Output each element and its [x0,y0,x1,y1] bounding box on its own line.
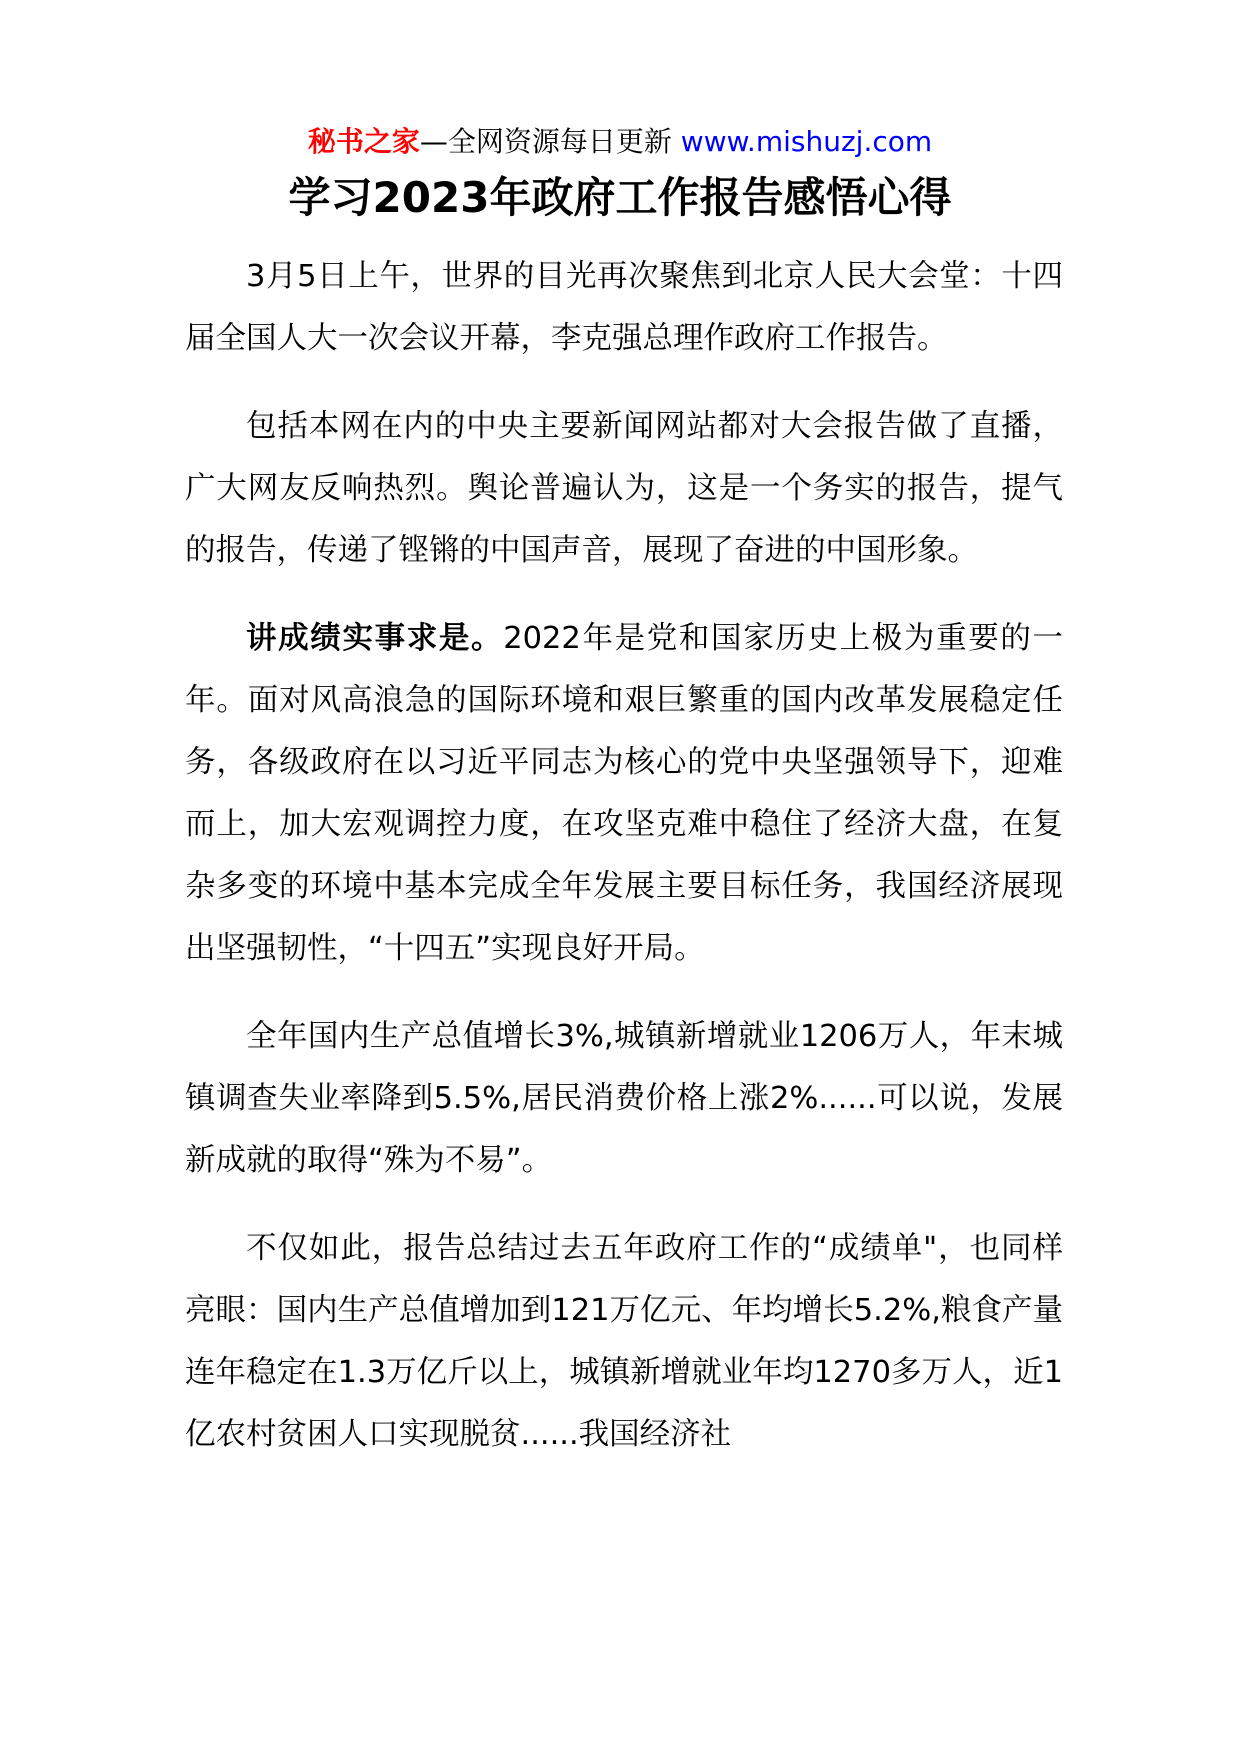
paragraph [185,396,1063,582]
paragraph [185,1218,1063,1466]
document-body [185,246,1063,1492]
paragraph [185,608,1063,980]
paragraph [185,246,1063,370]
paragraph-text: 3月5日上午，世界的目光再次聚焦到北京人民大会堂：十四届全国人大一次会议开幕，李克强总理作政府工作报告。 [185,259,1063,356]
paragraph-text: 2022年是党和国家历史上极为重要的一年。面对风高浪急的国际环境和艰巨繁重的国内改革发展稳定任务，各级政府在以习近平同志为核心的党中央坚强领导下，迎难而上，加大宏观调控力度，在攻坚克难中稳住了经济大盘，在复杂多变的环境中基本完成全年发展主要目标任务，我国经济展现出坚强韧性，“十四五”实现良好开局。 [185,621,1064,966]
paragraph-lead: 讲成绩实事求是。 [246,621,504,656]
document-title: 学习2023年政府工作报告感悟心得 [288,173,952,222]
header-tagline: —全网资源每日更新 [419,125,672,158]
paragraph-text: 包括本网在内的中央主要新闻网站都对大会报告做了直播，广大网友反响热烈。舆论普遍认为，这是一个务实的报告，提气的报告，传递了铿锵的中国声音，展现了奋进的中国形象。 [185,409,1063,568]
site-header [0,122,1240,162]
brand-name: 秘书之家 [307,125,420,158]
paragraph-text: 不仅如此，报告总结过去五年政府工作的“成绩单"，也同样亮眼：国内生产总值增加到121万亿元、年均增长5.2%,粮食产量连年稳定在1.3万亿斤以上，城镇新增就业年均1270多万人，近1亿农村贫困人口实现脱贫......我国经济社 [185,1231,1063,1452]
site-url-link[interactable]: www.mishuzj.com [680,125,933,158]
paragraph-text: 全年国内生产总值增长3%,城镇新增就业1206万人，年末城镇调查失业率降到5.5%,居民消费价格上涨2%......可以说，发展新成就的取得“殊为不易”。 [185,1019,1063,1178]
paragraph [185,1006,1063,1192]
